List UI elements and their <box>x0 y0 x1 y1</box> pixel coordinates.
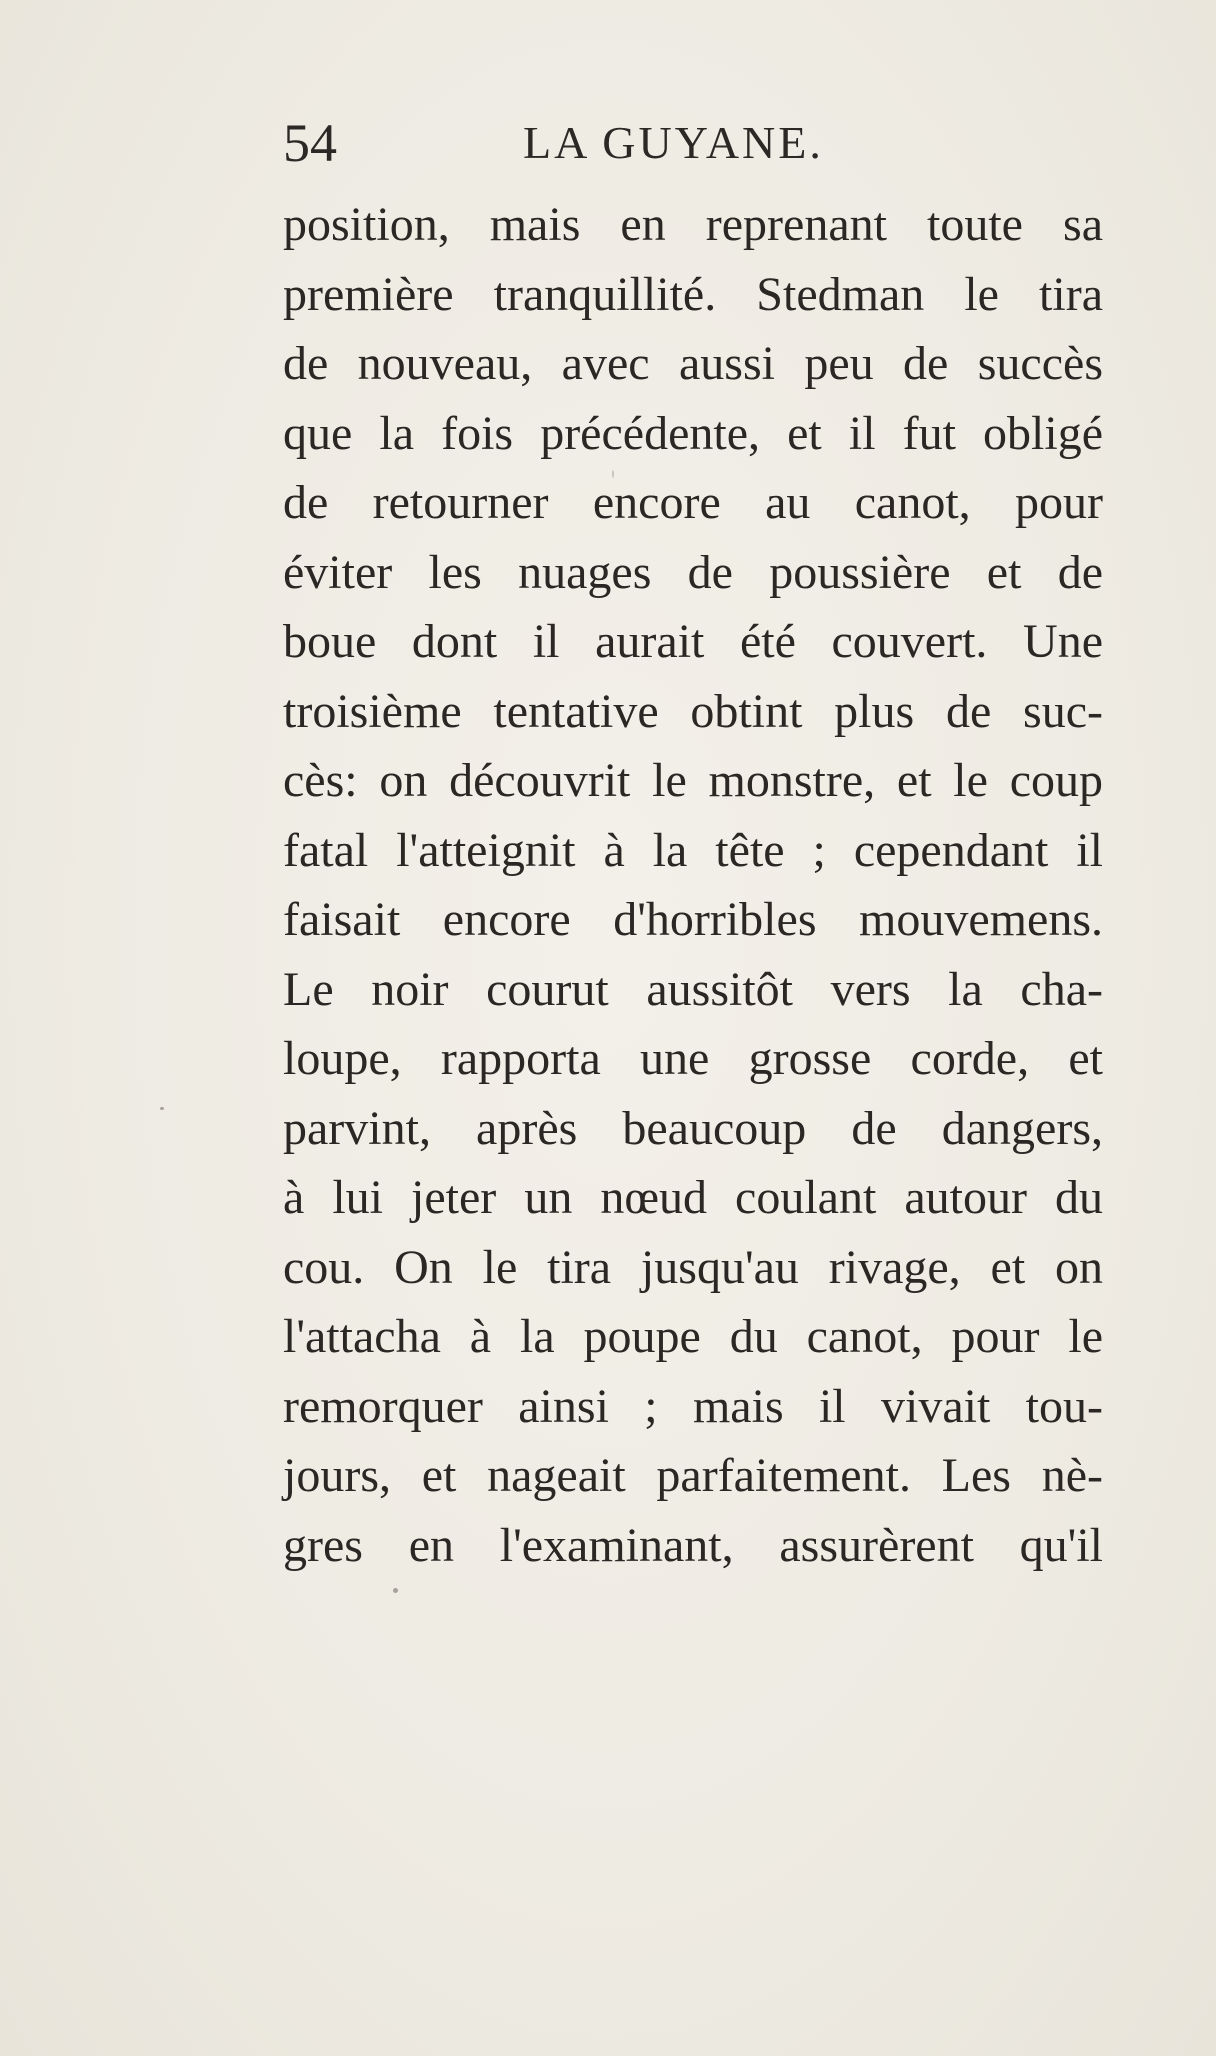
page-number: 54 <box>283 113 337 173</box>
text-line: à lui jeter un nœud coulant autour du <box>283 1171 1103 1224</box>
text-line: Le noir courut aussitôt vers la cha- <box>283 962 1103 1016</box>
paper-speck <box>612 470 614 478</box>
text-line: troisième tentative obtint plus de suc- <box>283 684 1103 738</box>
text-line: boue dont il aurait été couvert. Une <box>283 615 1103 668</box>
paper-speck <box>393 1588 398 1593</box>
text-line: que la fois précédente, et il fut obligé <box>283 406 1103 460</box>
text-line: cès: on découvrit le monstre, et le coup <box>283 754 1103 807</box>
text-line: jours, et nageait parfaitement. Les nè- <box>283 1449 1103 1502</box>
running-title: LA GUYANE. <box>523 117 824 168</box>
text-line: loupe, rapporta une grosse corde, et <box>283 1032 1103 1085</box>
page-header <box>283 108 1103 178</box>
text-line: l'attacha à la poupe du canot, pour le <box>283 1310 1103 1363</box>
text-line: éviter les nuages de poussière et de <box>283 545 1103 599</box>
text-line: de retourner encore au canot, pour <box>283 476 1103 529</box>
body-text <box>283 190 1103 1580</box>
text-line: première tranquillité. Stedman le tira <box>283 267 1103 321</box>
text-line: cou. On le tira jusqu'au rivage, et on <box>283 1240 1103 1294</box>
paper-speck <box>160 1107 164 1110</box>
text-line: remorquer ainsi ; mais il vivait tou- <box>283 1379 1103 1433</box>
text-line: faisait encore d'horribles mouvemens. <box>283 893 1103 946</box>
text-line: fatal l'atteignit à la tête ; cependant il <box>283 823 1103 877</box>
text-line: position, mais en reprenant toute sa <box>283 198 1103 251</box>
text-line: parvint, après beaucoup de dangers, <box>283 1101 1103 1155</box>
text-line: de nouveau, avec aussi peu de succès <box>283 337 1103 390</box>
text-line: gres en l'examinant, assurèrent qu'il <box>283 1518 1103 1572</box>
